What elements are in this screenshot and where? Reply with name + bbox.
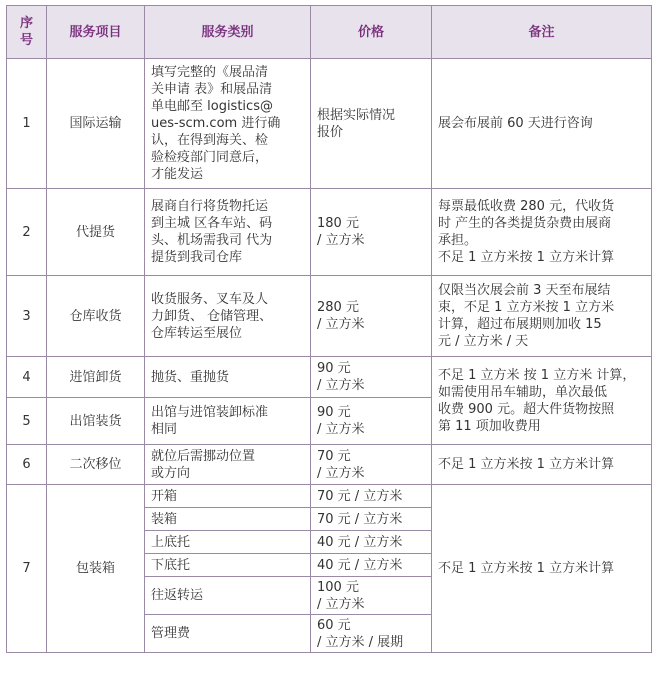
- service-item: 仓库收货: [47, 276, 145, 357]
- row-index: 3: [7, 276, 47, 357]
- table-row: [7, 357, 652, 398]
- service-item: 国际运输: [47, 59, 145, 189]
- packing-subitem-price: 40 元 / 立方米: [311, 554, 432, 577]
- packing-subitem-price: 70 元 / 立方米: [311, 508, 432, 531]
- note: 展会布展前 60 天进行咨询: [432, 59, 652, 189]
- packing-subitem: 下底托: [145, 554, 311, 577]
- packing-subitem: 开箱: [145, 485, 311, 508]
- header-price: 价格: [311, 6, 432, 59]
- table-row: [7, 189, 652, 276]
- note: 仅限当次展会前 3 天至布展结 束，不足 1 立方米按 1 立方米 计算，超过布展期则加收 15 元 / 立方米 / 天: [432, 276, 652, 357]
- service-category: 填写完整的《展品清 关申请 表》和展品清 单电邮至 logistics@ ues-scm.com 进行确 认，在得到海关、检 验检疫部门同意后， 才能发运: [145, 59, 311, 189]
- service-category: 就位后需挪动位置 或方向: [145, 445, 311, 485]
- price: 180 元 / 立方米: [311, 189, 432, 276]
- row-index: 7: [7, 485, 47, 653]
- price: 280 元 / 立方米: [311, 276, 432, 357]
- header-service-item: 服务项目: [47, 6, 145, 59]
- packing-subitem: 装箱: [145, 508, 311, 531]
- header-service-category: 服务类别: [145, 6, 311, 59]
- packing-subitem: 往返转运: [145, 577, 311, 615]
- packing-subitem: 上底托: [145, 531, 311, 554]
- service-item: 二次移位: [47, 445, 145, 485]
- row-index: 4: [7, 357, 47, 398]
- price: 根据实际情况 报价: [311, 59, 432, 189]
- row-index: 6: [7, 445, 47, 485]
- service-category: 出馆与进馆装卸标准 相同: [145, 398, 311, 445]
- header-index: 序 号: [7, 6, 47, 59]
- price: 70 元 / 立方米: [311, 445, 432, 485]
- packing-subitem: 管理费: [145, 615, 311, 653]
- service-item: 代提货: [47, 189, 145, 276]
- service-category: 抛货、重抛货: [145, 357, 311, 398]
- service-price-table: [6, 5, 652, 653]
- service-item: 出馆装货: [47, 398, 145, 445]
- packing-subitem-price: 100 元 / 立方米: [311, 577, 432, 615]
- table-row: [7, 59, 652, 189]
- row-index: 5: [7, 398, 47, 445]
- row-index: 2: [7, 189, 47, 276]
- note: 每票最低收费 280 元，代收货 时 产生的各类提货杂费由展商 承担。 不足 1 立方米按 1 立方米计算: [432, 189, 652, 276]
- row-index: 1: [7, 59, 47, 189]
- packing-subitem-price: 70 元 / 立方米: [311, 485, 432, 508]
- price: 90 元 / 立方米: [311, 357, 432, 398]
- service-item: 包装箱: [47, 485, 145, 653]
- shared-note: 不足 1 立方米 按 1 立方米 计算， 如需使用吊车辅助，单次最低 收费 900 元。超大件货物按照 第 11 项加收费用: [432, 357, 652, 445]
- table-row: [7, 445, 652, 485]
- table-row: [7, 485, 652, 508]
- packing-subitem-price: 60 元 / 立方米 / 展期: [311, 615, 432, 653]
- service-category: 收货服务、叉车及人 力卸货、 仓储管理、 仓库转运至展位: [145, 276, 311, 357]
- header-note: 备注: [432, 6, 652, 59]
- table-row: [7, 276, 652, 357]
- service-item: 进馆卸货: [47, 357, 145, 398]
- service-price-table-container: [6, 5, 652, 653]
- note: 不足 1 立方米按 1 立方米计算: [432, 445, 652, 485]
- packing-subitem-price: 40 元 / 立方米: [311, 531, 432, 554]
- header-row: [7, 6, 652, 59]
- price: 90 元 / 立方米: [311, 398, 432, 445]
- note: 不足 1 立方米按 1 立方米计算: [432, 485, 652, 653]
- service-category: 展商自行将货物托运 到主城 区各车站、码 头、机场需我司 代为 提货到我司仓库: [145, 189, 311, 276]
